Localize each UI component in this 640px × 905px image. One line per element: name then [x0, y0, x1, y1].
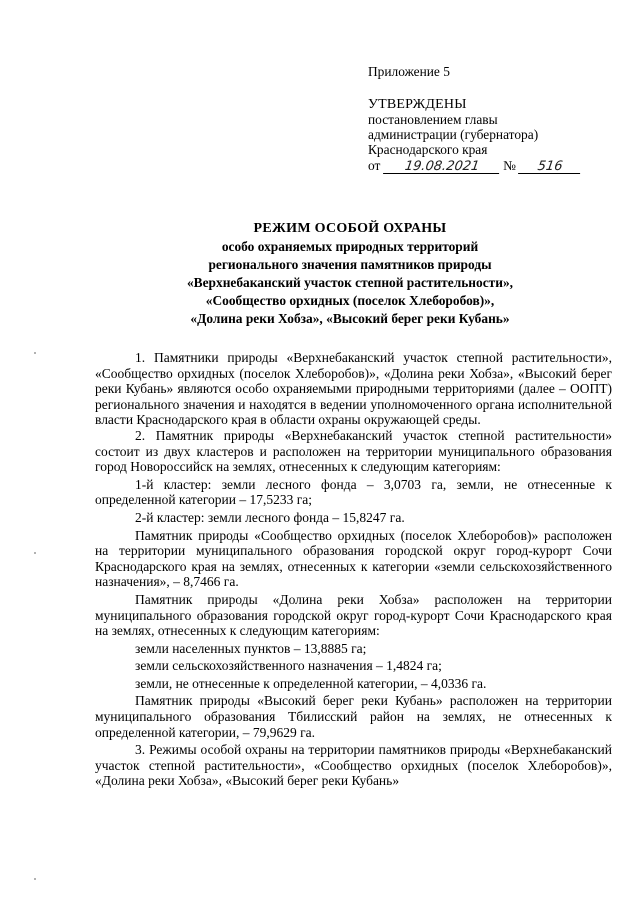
title-line: «Долина реки Хобза», «Высокий берег реки Кубань» [190, 311, 510, 326]
from-label: от [368, 158, 381, 173]
scan-artifact [34, 878, 36, 880]
paragraph: Памятник природы «Долина реки Хобза» расположен на территории муниципального образования городской округ город-курорт Сочи Краснодарского края на землях, отнесенных к следующим категориям: [95, 591, 612, 639]
approval-line: администрации (губернатора) [368, 127, 539, 142]
paragraph: земли сельскохозяйственного назначения – 1,4824 га; [135, 658, 442, 674]
approval-line: постановлением главы [368, 112, 498, 127]
title-line: регионального значения памятников природы [208, 257, 492, 272]
title-line: особо охраняемых природных территорий [221, 239, 479, 254]
approval-line: Краснодарского края [368, 142, 488, 157]
date-number-row [368, 158, 628, 174]
handwritten-number: 516 [518, 160, 582, 174]
paragraph: Памятник природы «Сообщество орхидных (поселок Хлеборобов)» расположен на территории муниципального образования городской округ город-курорт Сочи Краснодарского края на землях, отнесенных к категории «земли сельскохозяйственного назначения», – 8,7466 га. [95, 527, 612, 590]
document-body [95, 350, 612, 789]
title-main: РЕЖИМ ОСОБОЙ ОХРАНЫ [253, 221, 447, 236]
title-line: «Сообщество орхидных (поселок Хлеборобов)», [205, 293, 495, 308]
approval-block [368, 64, 628, 174]
paragraph: 1-й кластер: земли лесного фонда – 3,0703 га, земли, не отнесенные к определенной категории – 17,5233 га; [95, 476, 612, 508]
approved-heading: УТВЕРЖДЕНЫ [368, 97, 467, 112]
appendix-label: Приложение 5 [368, 64, 450, 79]
paragraph: земли населенных пунктов – 13,8885 га; [135, 640, 367, 656]
document-title [60, 220, 640, 328]
paragraph: 3. Режимы особой охраны на территории памятников природы «Верхнебаканский участок степной растительности», «Сообщество орхидных (поселок Хлеборобов)», «Долина реки Хобза», «Высокий берег реки Кубань» [95, 742, 612, 789]
handwritten-date: 19.08.2021 [383, 160, 501, 174]
number-label: № [503, 158, 516, 173]
title-line: «Верхнебаканский участок степной растительности», [186, 275, 513, 290]
paragraph: 1. Памятники природы «Верхнебаканский участок степной растительности», «Сообщество орхидных (поселок Хлеборобов)», «Долина реки Хобза», «Высокий берег реки Кубань» являются особо охраняемыми природными территориями (далее – ООПТ) регионального значения и находятся в ведении уполномоченного органа исполнительной власти Краснодарского края в области охраны окружающей среды. [95, 350, 612, 428]
scan-artifact [34, 352, 36, 354]
scan-artifact [34, 552, 36, 554]
paragraph: Памятник природы «Высокий берег реки Кубань» расположен на территории муниципального образования Тбилисский район на землях, не отнесенных к определенной категории, – 79,9629 га. [95, 693, 612, 740]
paragraph: 2. Памятник природы «Верхнебаканский участок степной растительности» состоит из двух кластеров и расположен на территории муниципального образования город Новороссийск на землях, отнесенных к следующим категориям: [95, 427, 612, 475]
paragraph: 2-й кластер: земли лесного фонда – 15,8247 га. [135, 509, 405, 525]
paragraph: земли, не отнесенные к определенной категории, – 4,0336 га. [135, 675, 487, 691]
